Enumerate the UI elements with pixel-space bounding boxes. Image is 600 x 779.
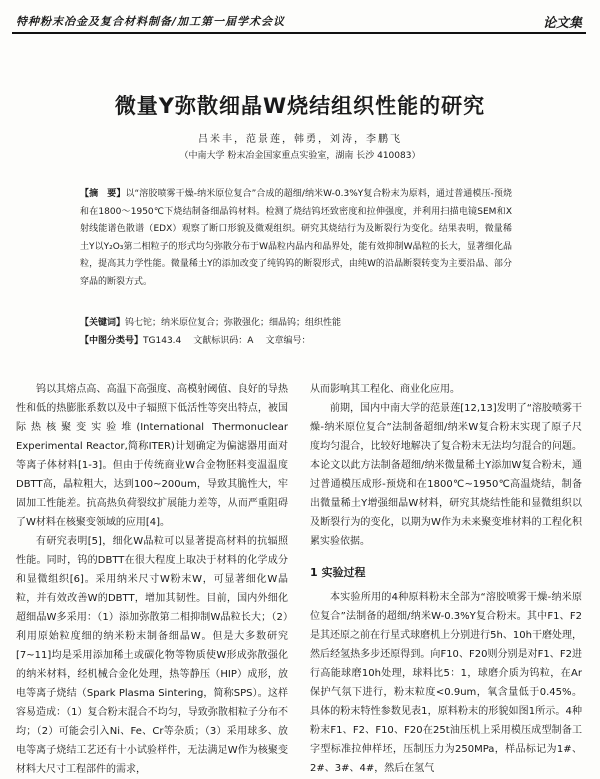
conference-name: 特种粉末冶金及复合材料制备/加工第一届学术会议 <box>16 15 286 28</box>
abstract-label: 【摘 要】 <box>80 189 126 199</box>
body-paragraph: 钨以其熔点高、高温下高强度、高模射阈值、良好的导热性和低的热膨胀系数以及中子辐照下低活性等突出特点，被国际热核聚变实验堆(International Thermonuclear Experimental Reactor,简称ITER)计划确定为偏滤器用面对等离子体材料[1-3]。但由于传统商业W合金物胚料变温温度DBTT高，晶粒粗大，达到100~200um，导致其脆性大，牢固加工性能差。抗高热负荷裂纹扩展能力差等，从而严重阻碍了W材料在核聚变领域的应用[4]。 <box>16 384 288 528</box>
doc-code: A <box>247 336 254 346</box>
article-number-label: 文章编号： <box>265 336 311 346</box>
keywords-text: 钨七铊；纳米原位复合；弥散强化；细晶钨；组织性能 <box>125 318 342 328</box>
paper-title: 微量Y弥散细晶W烧结组织性能的研究 <box>114 94 486 118</box>
classification-line <box>80 334 512 348</box>
affiliation: （中南大学 粉末冶金国家重点实验室，湖南 长沙 410083） <box>179 151 421 161</box>
running-header <box>12 10 586 34</box>
doc-code-label: 文献标识码： <box>193 336 248 346</box>
clc-label: 【中图分类号】 <box>80 336 144 346</box>
abstract <box>80 186 512 292</box>
clc-code: TG143.4 <box>143 336 182 346</box>
body-right-column <box>310 380 582 778</box>
keywords <box>80 316 512 330</box>
section-heading: 1 实验过程 <box>310 566 366 579</box>
body-paragraph: 从而影响其工程化、商业化应用。 <box>310 384 460 395</box>
body-paragraph: 前期，国内中南大学的范景莲[12,13]发明了“溶胶喷雾干燥-纳米原位复合”法制备超细/纳米W复合粉末实现了原子尺度均匀混合，比较好地解决了复合粉末无法均匀混合的问题。本论文以此方法制备超细/纳米微量稀土Y添加W复合粉末，通过普通模压成形-预烧和在1800℃~1950℃高温烧结，制备出微量稀土Y增强细晶W材料，研究其烧结性能和显微组织以及断裂行为的变化，以期为W作为未来聚变堆材料的工程化积累实验依据。 <box>310 403 582 547</box>
proceedings-label: 论文集 <box>542 16 582 31</box>
body-paragraph: 本实验所用的4种原料粉末全部为“溶胶喷雾干燥-纳米原位复合”法制备的超细/纳米W-0.3%Y复合粉末。其中F1、F2是其还原之前在行星式球磨机上分别进行5h、10h干磨处理，然后经氢热多步还原得到。向F10、F20则分别是对F1、F2进行高能球磨10h处理，球料比5：1，球磨介质为钨粒，在Ar保护气氛下进行，粉末粒度<0.9um，氧含量低于0.45%。具体的粉末特性参数见表1，原料粉末的形貌如图1所示。4种粉末F1、F2、F10、F20在25t油压机上采用模压成型制备工字型标准拉伸样坯，压制压力为250MPa，样品标记为1#、2#、3#、4#，然后在氢气 <box>310 592 582 774</box>
body-paragraph: 有研究表明[5]，细化W晶粒可以显著提高材料的抗辐照性能。同时，钨的DBTT在很大程度上取决于材料的化学成分和显微组织[6]。采用纳米尺寸W粉末W，可显著细化W晶粒，并有效改善W的DBTT，增加其韧性。目前，国内外细化超细晶W多采用：（1）添加弥散第二相抑制W晶粒长大；（2）利用原始粒度细的纳米粉末制备细晶W。但是大多数研究[7~11]均是采用添加稀土或碳化物等物质使W形成弥散强化的纳米材料，经机械合金化处理，热等静压（HIP）成形，放电等离子烧结（Spark Plasma Sintering，简称SPS）。这样容易造成：（1）复合粉末混合不均匀，导致弥散相粒子分布不均；（2）可能会引入Ni、Fe、Cr等杂质；（3）采用球多、放电等离子烧结工艺还有十小试验样件，无法满足W作为核聚变材料大尺寸工程部件的需求， <box>16 536 288 775</box>
abstract-text: 以“溶胶喷雾干燥-纳米原位复合”合成的超细/纳米W-0.3%Y复合粉末为原料，通过普通模压-预烧和在1800～1950℃下烧结制备细晶钨材料。检测了烧结钨坯致密度和拉伸强度，并利用扫描电镜SEM和X射线能谱色散谱（EDX）观察了断口形貌及微观组织。研究其烧结行为及断裂行为变化。结果表明，微量稀土Y以Y₂O₃第二相粒子的形式均匀弥散分布于W晶粒内晶内和晶界处，能有效抑制W晶粒的长大，显著细化晶粒，提高其力学性能。微量稀土Y的添加改变了纯钨钨的断裂形式，由纯W的沿晶断裂转变为主要沿晶、部分穿晶的断裂方式。 <box>80 189 512 287</box>
keywords-label: 【关键词】 <box>80 318 126 328</box>
authors: 吕米丰，范景莲，韩勇，刘涛，李鹏飞 <box>198 134 402 145</box>
body-left-column <box>16 380 288 779</box>
